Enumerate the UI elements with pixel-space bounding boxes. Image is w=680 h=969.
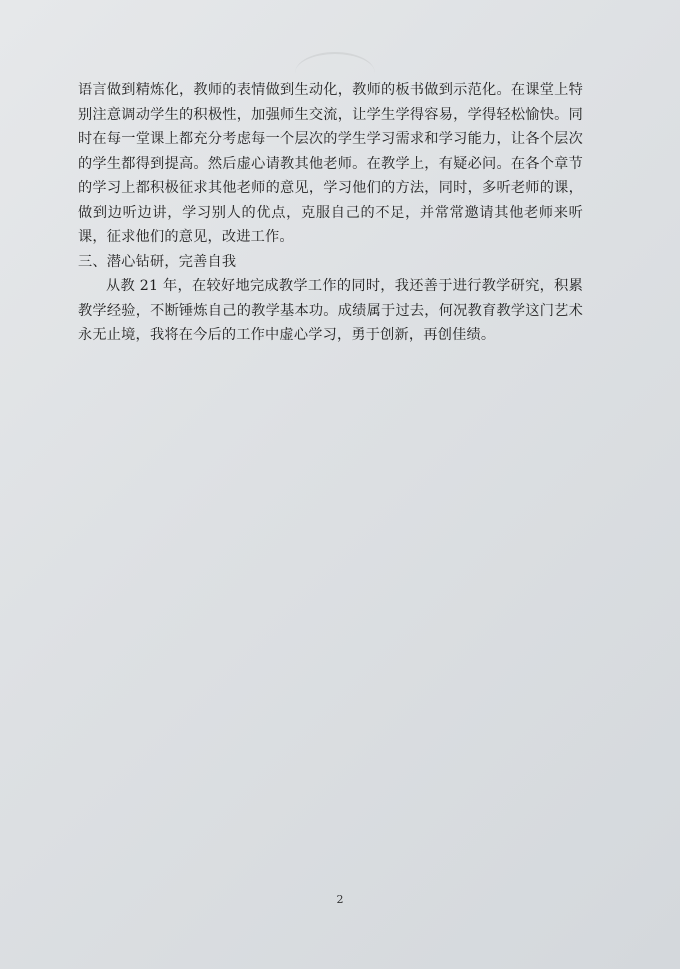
paragraph-body: 从教 21 年，在较好地完成教学工作的同时，我还善于进行教学研究，积累教学经验，不断锤炼自己的教学基本功。成绩属于过去，何况教育教学这门艺术永无止境，我将在今后的工作中虚心学习，勇于创新，再创佳绩。 bbox=[78, 278, 583, 343]
page-number: 2 bbox=[336, 893, 344, 906]
document-body bbox=[78, 78, 583, 348]
section-heading: 三、潜心钻研，完善自我 bbox=[78, 253, 237, 270]
paragraph-continuation: 语言做到精炼化，教师的表情做到生动化，教师的板书做到示范化。在课堂上特别注意调动学生的积极性，加强师生交流，让学生学得容易，学得轻松愉快。同时在每一堂课上都充分考虑每一个层次的学生学习需求和学习能力，让各个层次的学生都得到提高。然后虚心请教其他老师。在教学上，有疑必问。在各个章节的学习上都积极征求其他老师的意见，学习他们的方法，同时，多听老师的课，做到边听边讲，学习别人的优点，克服自己的不足，并常常邀请其他老师来听课，征求他们的意见，改进工作。 bbox=[78, 82, 583, 245]
